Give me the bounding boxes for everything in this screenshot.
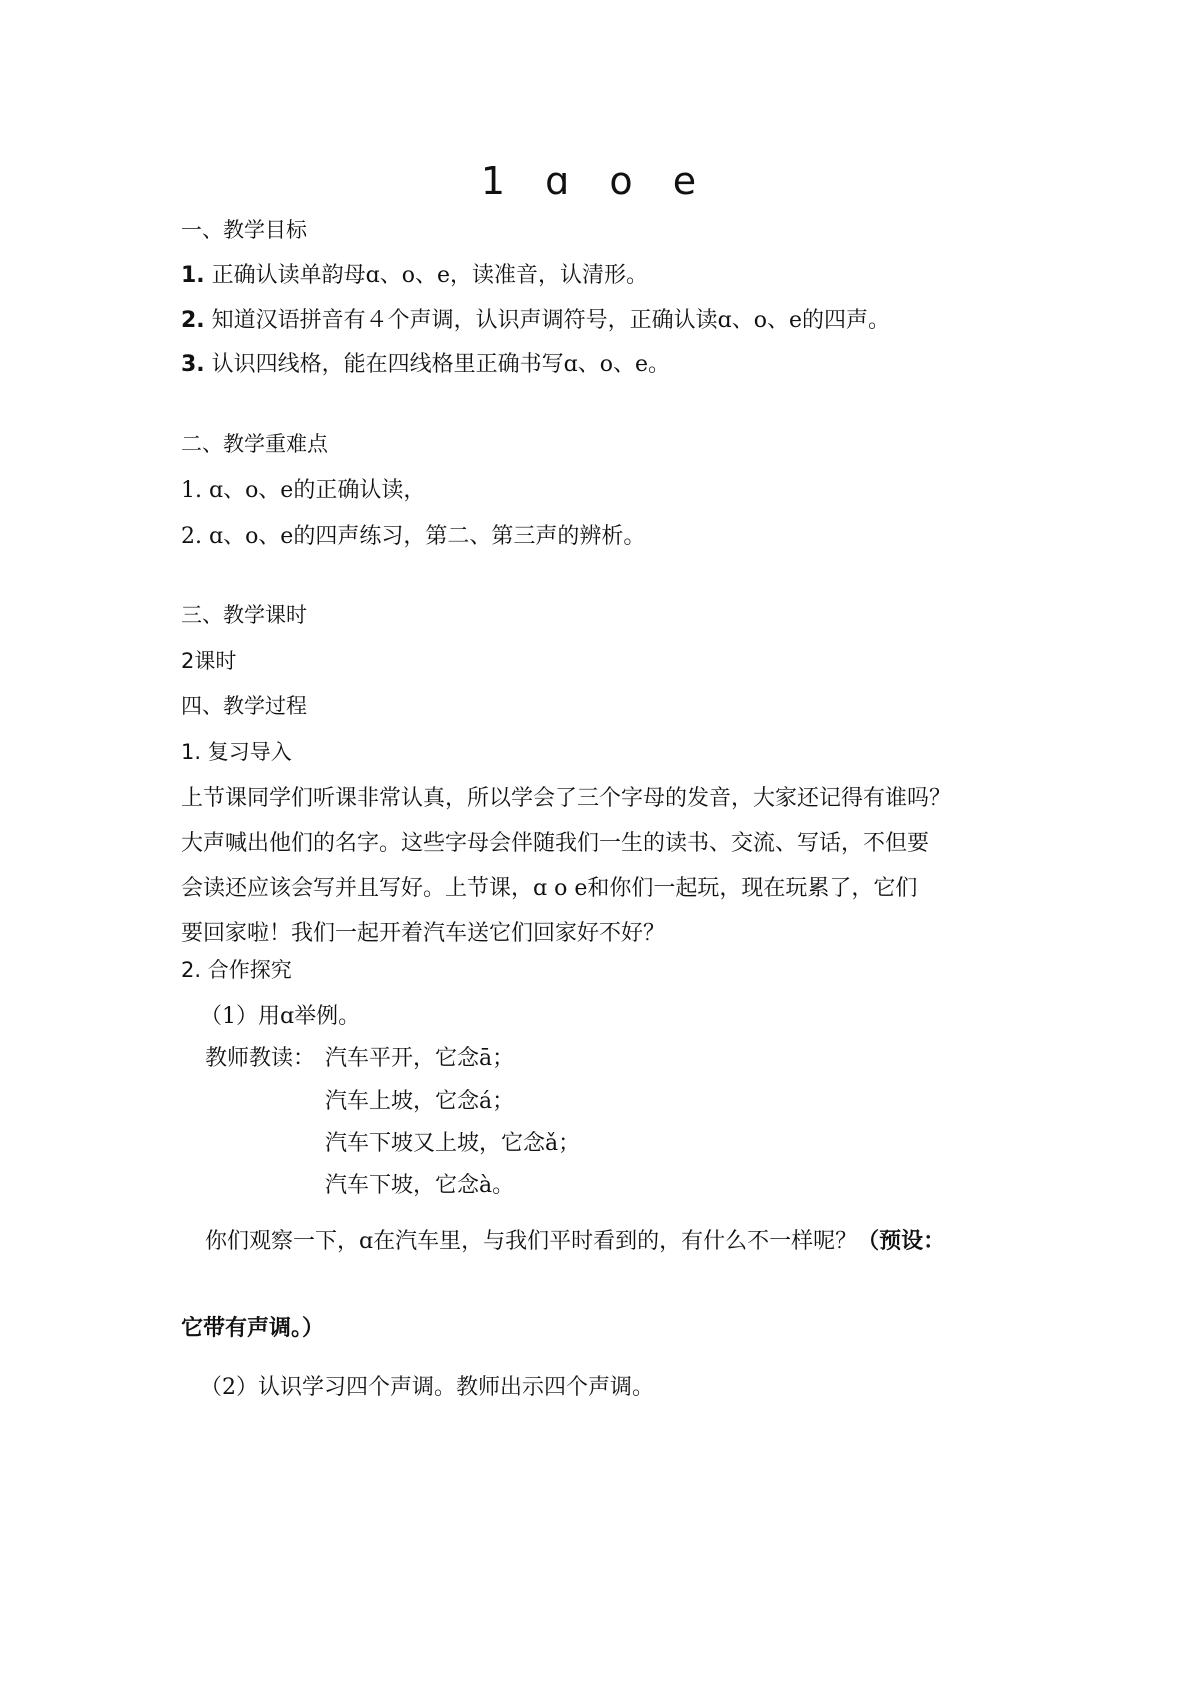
section-heading-key-points: 二、教学重难点 [181, 432, 328, 456]
tone-line: 汽车上坡，它念á； [325, 1089, 515, 1114]
section-heading-process: 四、教学过程 [181, 694, 307, 718]
paragraph-line: 会读还应该会写并且写好。上节课，ɑ o e和你们一起玩，现在玩累了，它们 [181, 876, 918, 901]
objective-item [181, 308, 890, 334]
page-title: 1 ɑ o e [480, 159, 711, 203]
step-heading-explore: 2. 合作探究 [181, 958, 292, 982]
item-text: 认识四线格，能在四线格里正确书写ɑ、o、e。 [204, 352, 671, 377]
preset-open: （预设： [857, 1229, 946, 1254]
paragraph-line: 要回家啦！我们一起开着汽车送它们回家好不好？ [181, 921, 666, 946]
teacher-label: 教师教读： [205, 1046, 316, 1071]
question-line [205, 1229, 945, 1255]
item-number: 1. [181, 263, 205, 288]
item-text: 正确认读单韵母ɑ、o、e，读准音，认清形。 [204, 263, 649, 288]
step-heading-review: 1. 复习导入 [181, 740, 292, 764]
key-point-item: 1. ɑ、o、e的正确认读， [181, 478, 426, 503]
objective-item [181, 352, 670, 378]
tone-line: 汽车平开，它念ā； [325, 1046, 515, 1071]
paragraph-line: 大声喊出他们的名字。这些字母会伴随我们一生的读书、交流、写话，不但要 [181, 831, 930, 856]
key-point-item: 2. ɑ、o、e的四声练习，第二、第三声的辨析。 [181, 524, 646, 549]
sub-item: （2）认识学习四个声调。教师出示四个声调。 [200, 1375, 654, 1400]
tone-line: 汽车下坡，它念à。 [325, 1173, 515, 1198]
item-text: 知道汉语拼音有４个声调，认识声调符号，正确认读ɑ、o、e的四声。 [204, 308, 891, 333]
preset-answer: 它带有声调。） [181, 1316, 325, 1341]
tone-line: 汽车下坡又上坡，它念ǎ； [325, 1131, 581, 1156]
section-heading-objectives: 一、教学目标 [181, 218, 307, 242]
objective-item [181, 263, 648, 289]
item-number: 2. [181, 308, 205, 333]
sub-item: （1）用ɑ举例。 [200, 1004, 361, 1029]
periods-value: 2课时 [181, 649, 237, 673]
paragraph-line: 上节课同学们听课非常认真，所以学会了三个字母的发音，大家还记得有谁吗？ [181, 786, 952, 811]
item-number: 3. [181, 352, 205, 377]
section-heading-periods: 三、教学课时 [181, 603, 307, 627]
question-text: 你们观察一下，ɑ在汽车里，与我们平时看到的，有什么不一样呢？ [205, 1229, 858, 1254]
